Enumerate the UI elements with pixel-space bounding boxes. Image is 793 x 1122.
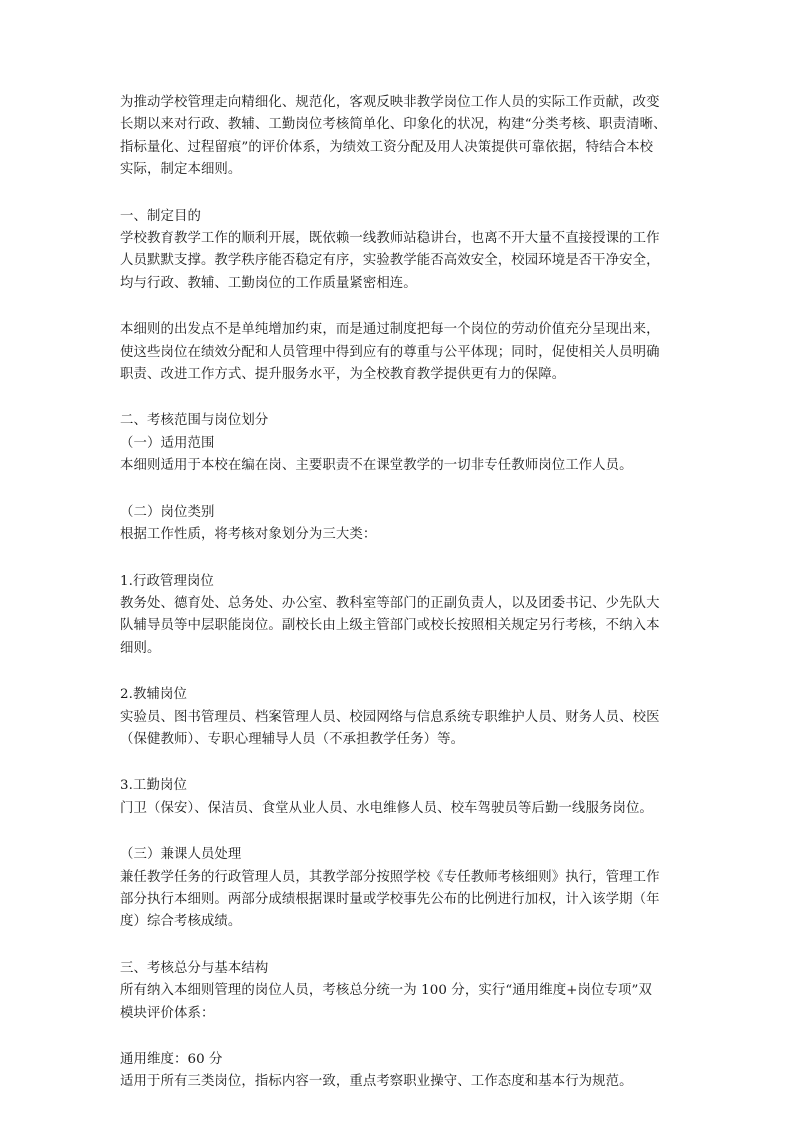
text-line: 本细则的出发点不是单纯增加约束，而是通过制度把每一个岗位的劳动价值充分呈现出来， [120, 322, 660, 338]
text-line: 教务处、德育处、总务处、办公室、教科室等部门的正副负责人，以及团委书记、少先队大 [120, 595, 660, 611]
text-line: 兼任教学任务的行政管理人员，其教学部分按照学校《专任教师考核细则》执行，管理工作 [120, 869, 660, 885]
text-line: 学校教育教学工作的顺利开展，既依赖一线教师站稳讲台，也离不开大量不直接授课的工作 [120, 231, 660, 247]
paragraph-block [120, 502, 680, 547]
text-line: 队辅导员等中层职能岗位。副校长由上级主管部门或校长按照相关规定另行考核，不纳入本 [120, 618, 660, 634]
document-page [120, 92, 680, 1118]
paragraph-block [120, 319, 680, 386]
text-line: 部分执行本细则。两部分成绩根据课时量或学校事先公布的比例进行加权，计入该学期（年 [120, 891, 660, 907]
text-line: （二）岗位类别 [120, 504, 215, 520]
text-line: 根据工作性质，将考核对象划分为三大类： [120, 527, 377, 543]
text-line: （一）适用范围 [120, 435, 215, 451]
text-line: 3.工勤岗位 [120, 778, 187, 794]
text-line: 三、考核总分与基本结构 [120, 960, 269, 976]
text-line: 本细则适用于本校在编在岗、主要职责不在课堂教学的一切非专任教师岗位工作人员。 [120, 458, 633, 474]
text-line: 为推动学校管理走向精细化、规范化，客观反映非教学岗位工作人员的实际工作贡献，改变 [120, 95, 660, 110]
text-line: 2.教辅岗位 [120, 687, 187, 703]
text-line: 长期以来对行政、教辅、工勤岗位考核简单化、印象化的状况，构建“分类考核、职责清晰、 [120, 117, 667, 133]
text-line: 指标量化、过程留痕”的评价体系，为绩效工资分配及用人决策提供可靠依据，特结合本校 [120, 139, 654, 155]
text-line: 职责、改进工作方式、提升服务水平，为全校教育教学提供更有力的保障。 [120, 367, 566, 383]
paragraph-block [120, 410, 680, 477]
text-line: 所有纳入本细则管理的岗位人员，考核总分统一为 100 分，实行“通用维度+岗位专项”双 [120, 983, 652, 999]
text-line: 二、考核范围与岗位划分 [120, 413, 269, 429]
paragraph-block [120, 844, 680, 934]
text-line: 通用维度：60 分 [120, 1052, 223, 1067]
paragraph-block [120, 92, 680, 182]
text-line: 门卫（保安）、保洁员、食堂从业人员、水电维修人员、校车驾驶员等后勤一线服务岗位。 [120, 800, 653, 816]
paragraph-block [120, 958, 680, 1025]
text-line: 1.行政管理岗位 [120, 573, 214, 589]
text-line: （保健教师）、专职心理辅导人员（不承担教学任务）等。 [120, 731, 465, 747]
text-line: 细则。 [120, 640, 161, 656]
text-line: 模块评价体系： [120, 1005, 215, 1021]
text-line: 实际，制定本细则。 [120, 162, 242, 178]
paragraph-block [120, 775, 680, 820]
text-line: 实验员、图书管理员、档案管理人员、校园网络与信息系统专职维护人员、财务人员、校医 [120, 709, 660, 725]
paragraph-block [120, 1049, 680, 1094]
text-line: 适用于所有三类岗位，指标内容一致，重点考察职业操守、工作态度和基本行为规范。 [120, 1074, 633, 1090]
paragraph-block [120, 684, 680, 751]
text-line: （三）兼课人员处理 [120, 847, 242, 863]
text-line: 一、制定目的 [120, 208, 201, 224]
text-line: 均与行政、教辅、工勤岗位的工作质量紧密相连。 [120, 275, 417, 291]
text-line: 度）综合考核成绩。 [120, 914, 242, 930]
text-line: 人员默默支撑。教学秩序能否稳定有序，实验教学能否高效安全，校园环境是否干净安全， [120, 253, 660, 269]
text-line: 使这些岗位在绩效分配和人员管理中得到应有的尊重与公平体现；同时，促使相关人员明确 [120, 344, 660, 360]
paragraph-block [120, 206, 680, 296]
paragraph-block [120, 571, 680, 661]
